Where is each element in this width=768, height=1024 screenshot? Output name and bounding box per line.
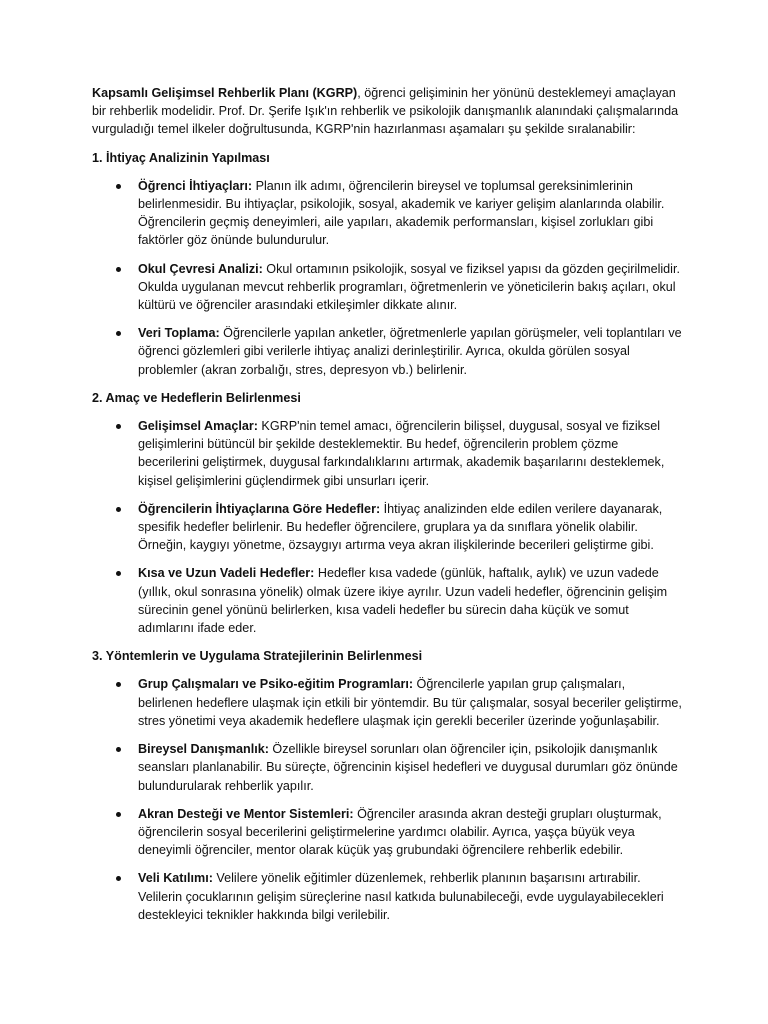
bullet-icon (116, 876, 121, 881)
item-title: Öğrencilerin İhtiyaçlarına Göre Hedefler: (138, 501, 381, 516)
item-title: Okul Çevresi Analizi: (138, 261, 263, 276)
section-list-goals (92, 417, 682, 637)
list-item (92, 675, 682, 730)
item-text: Planın ilk adımı, öğrencilerin bireysel ve toplumsal gereksinimlerinin belirlenmesidir. Bu ihtiyaçlar, psikolojik, sosyal, akademik ve kariyer gelişim alanlarında olabilir. Öğrencilerin geçmiş deneyimleri, aile yapıları, akademik performansları, kişisel zorlukları gibi faktörler göz önünde bulundurulur. (138, 178, 665, 248)
list-item (92, 177, 682, 250)
bullet-icon (116, 812, 121, 817)
bullet-icon (116, 331, 121, 336)
intro-lead: Kapsamlı Gelişimsel Rehberlik Planı (KGRP) (92, 86, 358, 100)
bullet-icon (116, 747, 121, 752)
item-text: Öğrencilerle yapılan anketler, öğretmenlerle yapılan görüşmeler, veli toplantıları ve öğrenci gözlemleri gibi verilerle ihtiyaç analizi derinleştirilir. Ayrıca, okulda görülen sosyal problemler (akran zorbalığı, stres, depresyon vb.) belirlenir. (138, 326, 682, 377)
section-list-needs-analysis (92, 177, 682, 379)
list-item (92, 260, 682, 315)
item-text: Öğrenciler arasında akran desteği grupları oluşturmak, öğrencilerin sosyal becerilerini geliştirmelerine yardımcı olabilir. Ayrıca, yaşça büyük veya deneyimli öğrenciler, mentor olarak küçük yaş grubundaki öğrencilere rehberlik edebilir. (138, 806, 662, 858)
item-title: Grup Çalışmaları ve Psiko-eğitim Programları: (138, 677, 414, 692)
item-title: Akran Desteği ve Mentor Sistemleri: (138, 806, 354, 821)
item-title: Veri Toplama: (138, 326, 220, 341)
item-text: Okul ortamının psikolojik, sosyal ve fiziksel yapısı da gözden geçirilmelidir. Okulda uygulanan mevcut rehberlik programları, öğretmenlerin ve yöneticilerin bakış açıları, okul kültürü ve öğrenciler arasındaki etkileşimler dikkate alınır. (138, 261, 680, 313)
item-text: Velilere yönelik eğitimler düzenlemek, rehberlik planının başarısını artırabilir. Velilerin çocuklarının gelişim süreçlerine nasıl katkıda bulunabileceği, evde uygulayabilecekleri destekleyici teknikler hakkında bilgi verilebilir. (138, 871, 664, 922)
list-item (92, 500, 682, 555)
item-text: Özellikle bireysel sorunları olan öğrenciler için, psikolojik danışmanlık seansları planlanabilir. Bu süreçte, öğrencinin kişisel hedefleri ve duygusal durumları göz önünde bulundurularak rehberlik yapılır. (138, 742, 678, 793)
list-item (92, 740, 682, 795)
list-item (92, 417, 682, 490)
item-title: Gelişimsel Amaçlar: (138, 419, 258, 434)
list-item (92, 564, 682, 637)
bullet-icon (116, 267, 121, 272)
intro-text: , öğrenci gelişiminin her yönünü desteklemeyi amaçlayan bir rehberlik modelidir. Prof. Dr. Şerife Işık'ın rehberlik ve psikolojik danışmanlık alanındaki çalışmalarında vurguladığı temel ilkeler doğrultusunda, KGRP'nin hazırlanması aşamaları şu şekilde sıralanabilir: (92, 86, 679, 137)
list-item (92, 805, 682, 860)
document-page (92, 84, 682, 934)
section-heading-goals: 2. Amaç ve Hedeflerin Belirlenmesi (92, 390, 301, 405)
item-title: Bireysel Danışmanlık: (138, 742, 269, 757)
bullet-icon (116, 184, 121, 189)
bullet-icon (116, 571, 121, 576)
section-list-methods (92, 675, 682, 923)
list-item (92, 324, 682, 379)
item-text: Hedefler kısa vadede (günlük, haftalık, aylık) ve uzun vadede (yıllık, okul sonrasına yönelik) olmak üzere ikiye ayrılır. Uzun vadeli hedefler, öğrencinin gelişim sürecinin genel yönünü belirlerken, kısa vadeli hedefler bu sürecin daha küçük ve somut adımlarını ifade eder. (138, 566, 668, 636)
item-text: Öğrencilerle yapılan grup çalışmaları, belirlenen hedeflere ulaşmak için etkili bir yöntemdir. Bu tür çalışmalar, sosyal beceriler geliştirme, stres yönetimi veya akademik hedeflere ulaşmak için gerekli beceriler üzerinde yoğunlaşabilir. (138, 677, 682, 728)
section-heading-needs-analysis: 1. İhtiyaç Analizinin Yapılması (92, 150, 270, 165)
item-text: KGRP'nin temel amacı, öğrencilerin bilişsel, duygusal, sosyal ve fiziksel gelişimlerini bütüncül bir şekilde desteklemektir. Bu hedef, öğrencilerin problem çözme becerilerini geliştirmek, duygusal farkındalıklarını artırmak, akademik başarılarını desteklemek, kişisel gelişimlerini güçlendirmek gibi unsurları içerir. (138, 419, 665, 488)
section-heading-methods: 3. Yöntemlerin ve Uygulama Stratejilerinin Belirlenmesi (92, 649, 423, 664)
item-text: İhtiyaç analizinden elde edilen verilere dayanarak, spesifik hedefler belirlenir. Bu hedefler öğrencilere, gruplara ya da sınıflara yönelik olabilir. Örneğin, kaygıyı yönetme, özsaygıyı artırma veya akran ilişkilerinde becerileri geliştirme gibi. (138, 501, 663, 553)
list-item (92, 869, 682, 924)
bullet-icon (116, 507, 121, 512)
item-title: Öğrenci İhtiyaçları: (138, 178, 253, 193)
intro-paragraph (92, 84, 682, 139)
bullet-icon (116, 682, 121, 687)
item-title: Veli Katılımı: (138, 871, 213, 886)
bullet-icon (116, 424, 121, 429)
item-title: Kısa ve Uzun Vadeli Hedefler: (138, 566, 315, 581)
